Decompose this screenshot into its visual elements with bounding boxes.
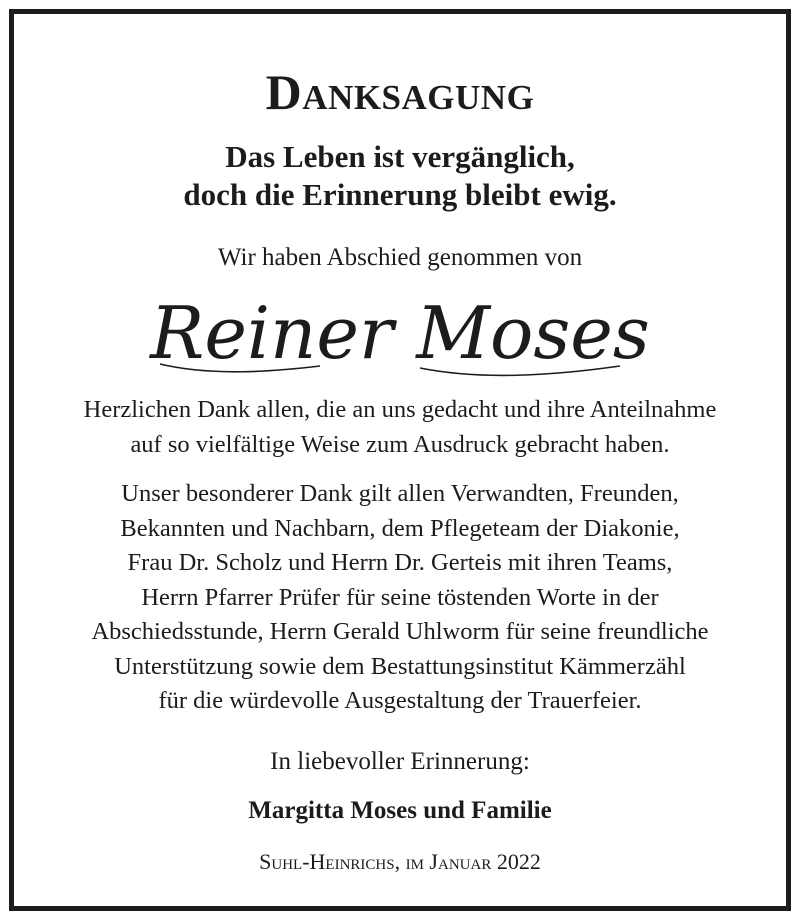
motto-line: doch die Erinnerung bleibt ewig.: [183, 177, 617, 212]
motto-line: Das Leben ist vergänglich,: [225, 139, 575, 174]
special-thanks-line: Bekannten und Nachbarn, dem Pflegeteam der Diakonie,: [120, 514, 680, 542]
general-thanks: [14, 392, 786, 462]
closing-text: In liebevoller Erinnerung:: [270, 748, 530, 775]
place-date: Suhl-Heinrichs, im Januar 2022: [259, 849, 541, 874]
special-thanks-line: für die würdevolle Ausgestaltung der Trauerfeier.: [158, 687, 642, 714]
general-thanks-line: Herzlichen Dank allen, die an uns gedacht und ihre Anteilnahme: [83, 396, 717, 423]
deceased-name-text: Reiner Moses: [150, 291, 650, 375]
special-thanks-line: Unser besonderer Dank gilt allen Verwandten, Freunden,: [121, 480, 679, 507]
special-thanks: [14, 477, 786, 719]
motto: [14, 138, 786, 214]
special-thanks-line: Herrn Pfarrer Prüfer für seine töstenden Worte in der: [141, 583, 659, 611]
family-signature: Margitta Moses und Familie: [248, 797, 552, 824]
deceased-name-script: [120, 276, 680, 386]
special-thanks-line: Frau Dr. Scholz und Herrn Dr. Gerteis mit ihren Teams,: [127, 549, 673, 576]
general-thanks-line: auf so vielfältige Weise zum Ausdruck gebracht haben.: [130, 431, 670, 458]
intro-text: Wir haben Abschied genommen von: [217, 244, 583, 271]
deceased-name: [14, 276, 786, 386]
special-thanks-line: Abschiedsstunde, Herrn Gerald Uhlworm für seine freundliche: [91, 618, 709, 645]
notice-title: Danksagung: [265, 64, 535, 120]
special-thanks-line: Unterstützung sowie dem Bestattungsinstitut Kämmerzähl: [114, 652, 686, 680]
